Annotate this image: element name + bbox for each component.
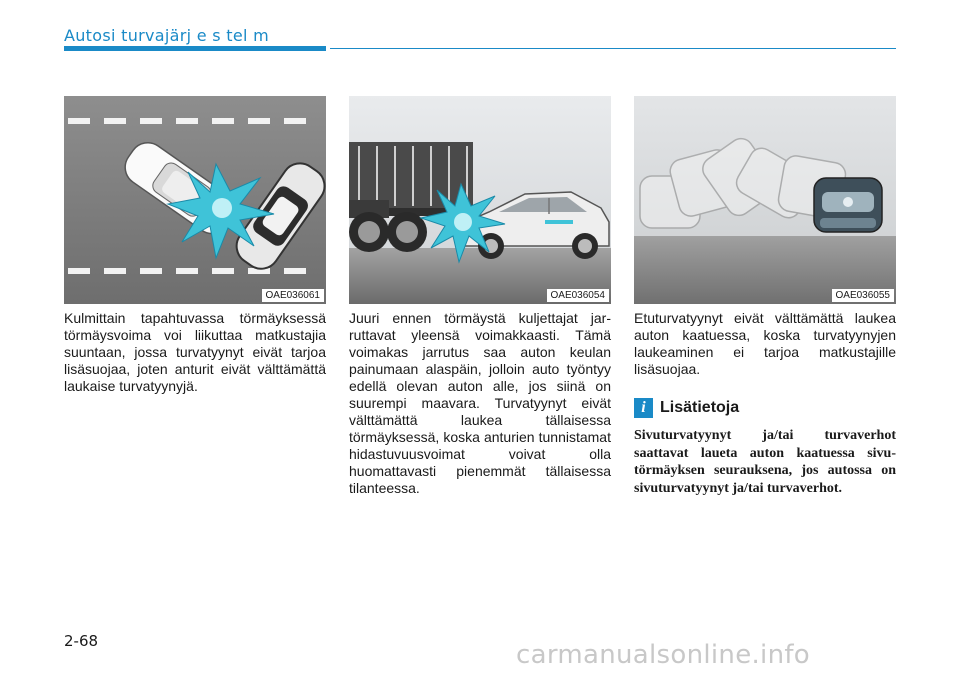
column-text-3: Etuturvatyynyt eivät välttämättä laukea auton kaatuessa, koska turvatyynyjen laukeaminen ei tarjoa matkustajille lisäsuojaa. <box>634 310 896 377</box>
watermark: carmanualsonline.info <box>516 640 811 670</box>
underride-collision-illustration <box>349 96 611 304</box>
column-text-2: Juuri ennen törmäystä kuljettajat jarruttavat yleensä voimakkaasti. Tämä voimakas jarrutus saa auton keulan painumaan alaspäin, jolloin auto työntyy edellä olevan auton alle, jos siinä on suurempi maavara. Turvatyynyt eivät välttämättä laukea tällaisessa törmäyksessä, koska anturien tunnistamat hidastuvuusvoimat voivat olla huomattavasti pienemmät tällaisessa tilanteessa. <box>349 310 611 496</box>
angled-collision-illustration <box>64 96 326 304</box>
figure-code: OAE036055 <box>832 289 895 302</box>
info-title: Lisätietoja <box>660 399 740 416</box>
header-accent-bar <box>64 46 326 51</box>
figure-code: OAE036054 <box>547 289 610 302</box>
info-heading <box>634 398 896 420</box>
column-text-1: Kulmittain tapahtuvassa törmäyksessä törmäysvoima voi liikuttaa matkustajia suuntaan, jossa turvatyynyt eivät tarjoa lisäsuojaa, joten anturit eivät välttämättä laukaise turvatyynyjä. <box>64 310 326 394</box>
info-body: Sivuturvatyynyt ja/tai turvaverhot saattavat laueta auton kaatuessa sivutörmäyksen seurauksena, jos autossa on sivuturvatyynyt ja/tai turvaverhot. <box>634 428 896 496</box>
info-icon: i <box>634 398 653 418</box>
header-section-title: Autosi turvajärj e s tel m <box>64 26 270 45</box>
figure-angled-collision <box>64 96 326 304</box>
header-rule <box>330 48 896 49</box>
rollover-illustration <box>634 96 896 304</box>
page-number: 2-68 <box>64 632 99 650</box>
figure-underride-collision <box>349 96 611 304</box>
figure-rollover <box>634 96 896 304</box>
figure-code: OAE036061 <box>262 289 325 302</box>
